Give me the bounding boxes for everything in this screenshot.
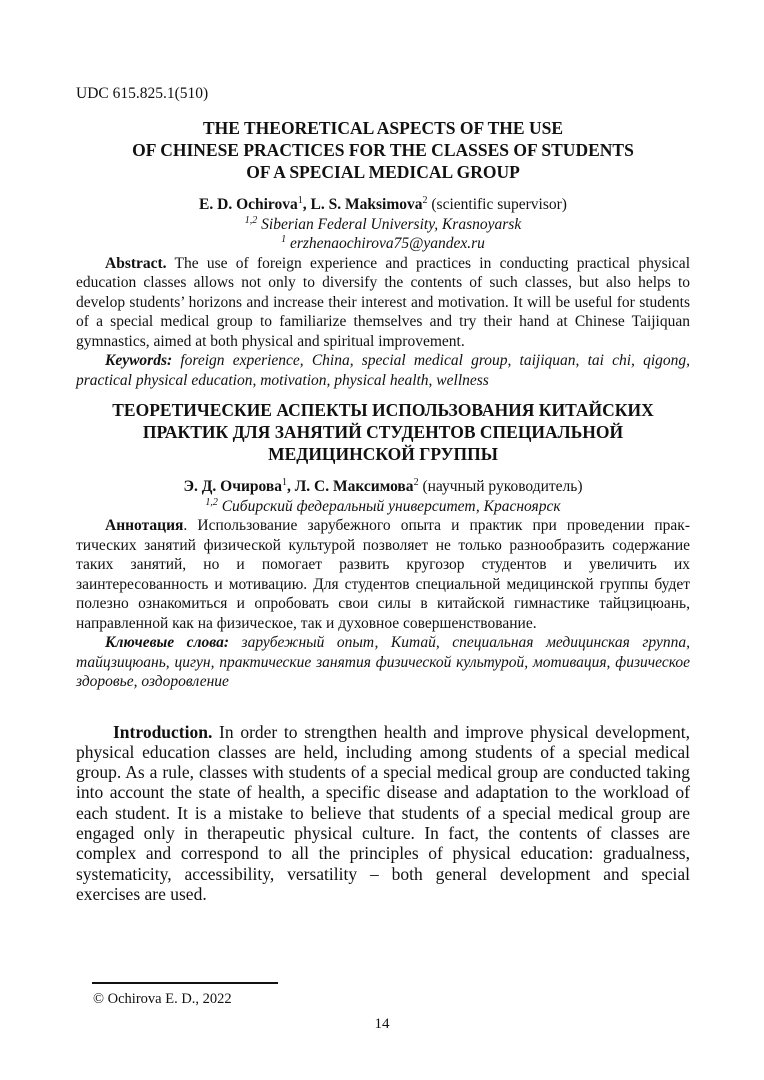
introduction-paragraph — [76, 722, 690, 905]
email-superscript: 1 — [281, 234, 287, 245]
russian-authors-line — [76, 477, 690, 497]
page-content — [76, 0, 690, 904]
english-authors-block — [76, 195, 690, 254]
author-name-en-2: L. S. Maksimova — [310, 196, 423, 213]
russian-title — [76, 399, 690, 465]
author-superscript-ru-2: 2 — [413, 477, 419, 488]
keywords-label-en: Keywords: — [105, 352, 173, 369]
author-role-ru: (научный руководитель) — [418, 478, 583, 495]
english-affiliation-line — [76, 215, 690, 235]
russian-title-line-3: МЕДИЦИНСКОЙ ГРУППЫ — [268, 444, 498, 464]
email-text: erzhenaochirova75@yandex.ru — [286, 235, 485, 252]
keywords-text-ru: зарубежный опыт, Китай, специальная медицинская группа, тайцзицюань, цигун, практические занятия физической культурой, мотивация, физическое здоровье, оздоровление — [76, 634, 690, 690]
affiliation-text-en: Siberian Federal University, Krasnoyarsk — [257, 215, 522, 233]
keywords-label-ru: Ключевые слова: — [105, 634, 229, 651]
english-abstract-paragraph — [76, 254, 690, 352]
russian-authors-block — [76, 477, 690, 516]
abstract-label-ru: Аннотация — [105, 517, 184, 534]
english-authors-line — [76, 195, 690, 215]
english-title-line-2: OF CHINESE PRACTICES FOR THE CLASSES OF STUDENTS — [132, 140, 634, 160]
page-number: 14 — [374, 1016, 390, 1032]
english-title — [76, 117, 690, 183]
abstract-text-ru: . Использование зарубежного опыта и практик при проведении практических занятий физической культурой позволяет не только разнообразить содержание таких занятий, но и помогает развить кругозор студентов и увеличить их заинтересованность и мотивацию. Для студентов специальной медицинской группы будет полезно ознакомиться и опробовать свои силы в китайской гимнастике тайцзицюань, направленной как на физическое, так и духовное совершенствование. — [76, 517, 690, 632]
author-separator-ru: , — [286, 478, 295, 495]
author-email-line — [76, 234, 690, 254]
russian-title-line-1: ТЕОРЕТИЧЕСКИЕ АСПЕКТЫ ИСПОЛЬЗОВАНИЯ КИТАЙСКИХ — [112, 400, 654, 420]
english-title-line-3: OF A SPECIAL MEDICAL GROUP — [246, 162, 520, 182]
english-keywords-paragraph — [76, 351, 690, 390]
abstract-text-en: The use of foreign experience and practices in conducting practical physical education classes allows not only to diversify the contents of such classes, but also helps to develop students’ horizons and increase their interest and motivation. It will be useful for students of a special medical group to familiarize themselves and try their hand at Chinese Taijiquan gymnastics, aimed at both physical and spiritual improvement. — [76, 254, 690, 350]
author-name-en-1: E. D. Ochirova — [199, 196, 298, 213]
udc-code: UDC 615.825.1(510) — [76, 85, 209, 102]
footnote-divider — [92, 982, 278, 984]
author-role-en: (scientific supervisor) — [427, 196, 567, 213]
keywords-text-en: foreign experience, China, special medical group, taijiquan, tai chi, qigong, practical physical education, motivation, physical health, wellness — [76, 352, 690, 389]
russian-abstract-paragraph — [76, 516, 690, 633]
english-title-line-1: THE THEORETICAL ASPECTS OF THE USE — [202, 118, 563, 138]
author-superscript-en-2: 2 — [422, 195, 428, 206]
introduction-text: In order to strengthen health and improve physical development, physical education classes are held, including among students of a special medical group. As a rule, classes with students of a special medical group are conducted taking into account the state of health, a specific disease and adaptation to the workload of each student. It is a mistake to believe that students of a special medical group are engaged only in therapeutic physical culture. In fact, the contents of classes are complex and correspond to all the principles of physical education: gradualness, systematicity, accessibility, versatility – both general development and special exercises are used. — [76, 721, 690, 904]
copyright-text: © Ochirova E. D., 2022 — [93, 991, 232, 1007]
author-superscript-en-1: 1 — [297, 195, 303, 206]
russian-affiliation-line — [76, 497, 690, 517]
introduction-label: Introduction. — [113, 721, 213, 742]
affiliation-text-ru: Сибирский федеральный университет, Красноярск — [217, 497, 561, 515]
author-separator-en: , — [302, 196, 311, 213]
affiliation-superscript-ru: 1,2 — [205, 496, 218, 508]
russian-title-line-2: ПРАКТИК ДЛЯ ЗАНЯТИЙ СТУДЕНТОВ СПЕЦИАЛЬНОЙ — [142, 422, 624, 442]
abstract-label-en: Abstract. — [105, 254, 167, 272]
russian-keywords-paragraph — [76, 633, 690, 692]
author-superscript-ru-1: 1 — [281, 477, 287, 488]
author-name-ru-2: Л. С. Максимова — [294, 478, 414, 495]
author-name-ru-1: Э. Д. Очирова — [183, 478, 282, 495]
affiliation-superscript-en: 1,2 — [244, 214, 258, 226]
